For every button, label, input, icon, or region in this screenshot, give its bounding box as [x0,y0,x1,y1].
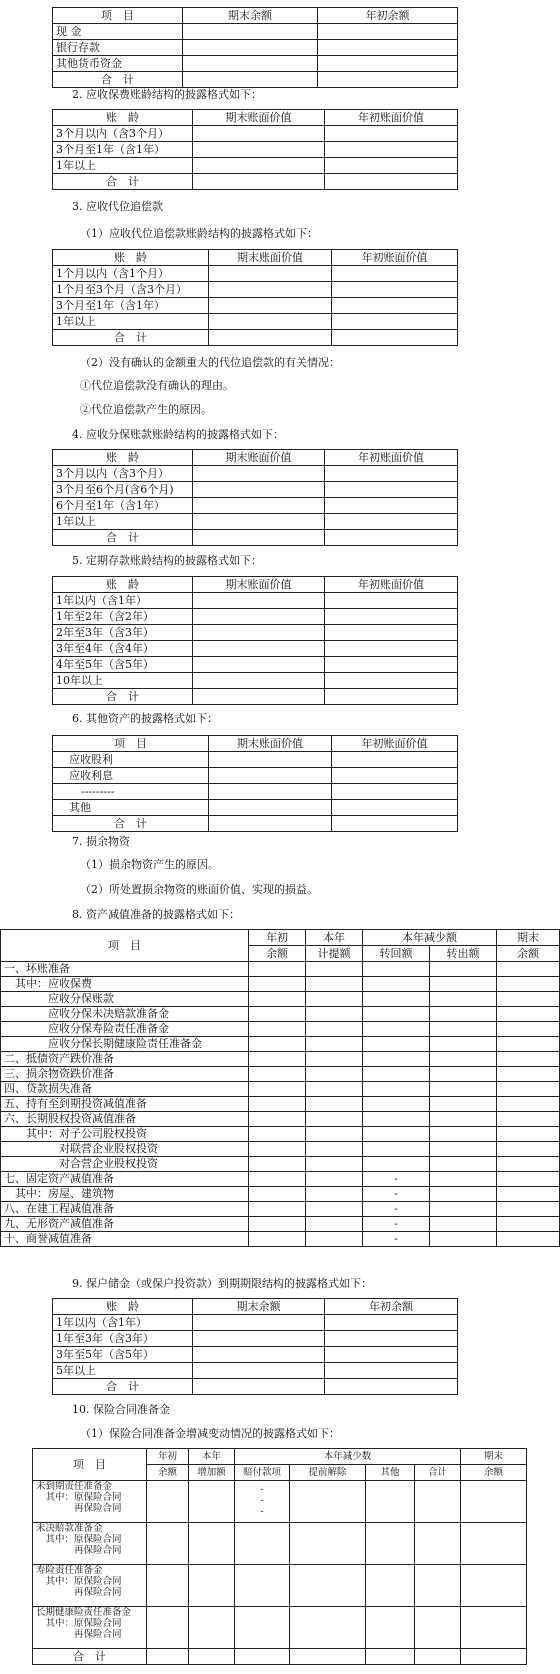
row-label: 六、长期股权投资减值准备 [1,1112,249,1127]
sub-heading-10-1: （1）保险合同准备金增减变动情况的披露格式如下： [80,1427,340,1440]
row-label: 1年至3年（含3年） [53,1331,193,1347]
row-label: 三、损余物资跌价准备 [1,1067,249,1082]
table-header: 本年减少数 [235,1449,461,1465]
dash-mark [363,1052,430,1067]
table-row [1,1202,560,1217]
table-row [1,1052,560,1067]
row-label: 应收股利 [53,752,209,768]
table-header: 年初余额 [318,8,458,24]
table-header: 期末账面价值 [193,577,325,593]
table-header: 项 目 [53,8,183,24]
table-header: 年初账面价值 [325,577,458,593]
row-label-sub2: 再保险合同 [36,1503,122,1514]
table-header: 项 目 [33,1449,147,1481]
row-label: 其他 [53,800,209,816]
table-header: 账 龄 [53,450,193,466]
dash-mark: - [363,1217,430,1232]
table-header: 余额 [147,1465,189,1481]
dash-mark [363,977,430,992]
row-label: 二、抵债资产跌价准备 [1,1052,249,1067]
sub-heading-3-2: （2）没有确认的金额重大的代位追偿款的有关情况： [80,356,340,369]
section-heading-7: 7. 损余物资 [72,835,130,848]
subrogation-aging-table [52,249,457,346]
total-label: 合 计 [53,330,209,346]
row-label: 应收分保账款 [1,992,249,1007]
table-header: 其他 [366,1465,415,1481]
row-label: 其中：对子公司股权投资 [1,1127,249,1142]
table-header: 转回额 [363,946,430,962]
table-header: 本年减少额 [363,930,497,946]
total-label: 合 计 [53,530,193,546]
table-header: 赔付款项 [235,1465,290,1481]
total-label: 合 计 [53,72,183,88]
row-label-group [33,1565,147,1607]
section-heading-10: 10. 保险合同准备金 [72,1403,170,1416]
row-label: 七、固定资产减值准备 [1,1172,249,1187]
dash-mark: - [260,1495,264,1506]
table-row [1,1127,560,1142]
row-label: 一、坏账准备 [1,962,249,977]
row-label-group [33,1607,147,1649]
table-row [1,1097,560,1112]
item-3-2-2: ②代位追偿款产生的原因。 [80,403,212,416]
row-label: 1年以内（含1年） [53,593,193,609]
dash-mark [363,992,430,1007]
row-label-sub1: 其中：原保险合同 [36,1576,122,1587]
section-heading-5: 5. 定期存款账龄结构的披露格式如下： [72,554,262,567]
row-label: 应收分保未决赔款准备金 [1,1007,249,1022]
row-label-sub1: 其中：原保险合同 [36,1492,122,1503]
table-header: 期末 [461,1449,527,1465]
dash-mark [363,1067,430,1082]
row-label: 5年以上 [53,1363,193,1379]
table-header: 转出额 [430,946,497,962]
row-label-group [33,1481,147,1523]
reinsurance-aging-table [52,449,457,546]
row-label: 其中：房屋、建筑物 [1,1187,249,1202]
table-row [1,1232,560,1247]
row-label: 对合营企业股权投资 [1,1157,249,1172]
section-heading-4: 4. 应收分保账款账龄结构的披露格式如下： [72,428,284,441]
table-header: 本年 [306,930,363,946]
table-header: 期末账面价值 [209,250,332,266]
row-label: 应收利息 [53,768,209,784]
table-header: 期末账面价值 [209,736,332,752]
deposit-maturity-table [52,1298,457,1395]
row-label: 八、在建工程减值准备 [1,1202,249,1217]
row-label: 十、商誉减值准备 [1,1232,249,1247]
row-label: 1个月以内（含1个月） [53,266,209,282]
table-header: 年初余额 [325,1299,458,1315]
table-header: 余额 [497,946,560,962]
table-header: 期末余额 [193,1299,325,1315]
row-label: 1个月至3个月（含3个月） [53,282,209,298]
total-label: 合 计 [33,1649,147,1665]
row-label: 1年以上 [53,314,209,330]
row-label: 九、无形资产减值准备 [1,1217,249,1232]
table-row [33,1607,527,1649]
row-label: 应收分保寿险责任准备金 [1,1022,249,1037]
table-header: 增加额 [189,1465,235,1481]
table-header: 合计 [415,1465,461,1481]
row-label: 3年至5年（含5年） [53,1347,193,1363]
row-label-title: 寿险责任准备金 [36,1565,103,1576]
table-row [1,1157,560,1172]
row-label: 其中：应收保费 [1,977,249,992]
table-row [33,1565,527,1607]
dash-mark: - [363,1172,430,1187]
dash-mark [363,1007,430,1022]
impairment-table [0,929,559,1247]
row-label: 3个月以内（含3个月） [53,126,193,142]
item-7-2: （2）所处置损余物资的账面价值、实现的损益。 [80,883,318,896]
row-label-sub1: 其中：原保险合同 [36,1534,122,1545]
table-header: 账 龄 [53,110,193,126]
row-label: 其他货币资金 [53,56,183,72]
total-label: 合 计 [53,689,193,705]
dash-mark [363,1082,430,1097]
table-header: 年初 [147,1449,189,1465]
dash-mark: - [363,1187,430,1202]
item-7-1: （1）损余物资产生的原因。 [80,858,219,871]
section-heading-9: 9. 保户储金（或保户投资款）到期期限结构的披露格式如下： [72,1277,372,1290]
row-label: 3个月以内（含3个月） [53,466,193,482]
table-header: 年初 [249,930,306,946]
total-label: 合 计 [53,1379,193,1395]
row-label: 3个月至1年（含1年） [53,298,209,314]
table-row [1,1067,560,1082]
table-header: 余额 [461,1465,527,1481]
dash-mark [363,1097,430,1112]
premium-aging-table [52,109,457,190]
dash-mark: - [260,1484,264,1495]
section-heading-6: 6. 其他资产的披露格式如下： [72,712,218,725]
row-label-sub2: 再保险合同 [36,1587,122,1598]
row-label: 对联营企业股权投资 [1,1142,249,1157]
row-label: 4年至5年（含5年） [53,657,193,673]
total-label: 合 计 [53,174,193,190]
table-row [1,1082,560,1097]
row-label: 3个月至1年（含1年） [53,142,193,158]
table-row [1,1007,560,1022]
dash-mark: - [363,1202,430,1217]
row-label-group [33,1523,147,1565]
section-heading-3: 3. 应收代位追偿款 [72,200,163,213]
row-label-title: 未决赔款准备金 [36,1523,103,1534]
table-row [1,1187,560,1202]
insurance-reserve-table [32,1448,526,1665]
row-label: 五、持有至到期投资减值准备 [1,1097,249,1112]
table-header: 计提额 [306,946,363,962]
table-row [1,1022,560,1037]
table-row [1,992,560,1007]
dash-mark [363,1037,430,1052]
row-label: 1年以内（含1年） [53,1315,193,1331]
dash-mark [363,1142,430,1157]
table-row [1,962,560,977]
table-header: 期末 [497,930,560,946]
row-label: 应收分保长期健康险责任准备金 [1,1037,249,1052]
table-header: 账 龄 [53,250,209,266]
table-header: 年初账面价值 [325,450,458,466]
row-label: 3年至4年（含4年） [53,641,193,657]
table-row [1,1172,560,1187]
table-row [33,1481,527,1523]
sub-heading-3-1: （1）应收代位追偿款账龄结构的披露格式如下： [80,227,318,240]
dash-mark [363,1112,430,1127]
table-header: 余额 [249,946,306,962]
table-header: 提前解除 [290,1465,366,1481]
other-assets-table [52,735,457,832]
table-header: 项 目 [1,930,249,962]
section-heading-2: 2. 应收保费账龄结构的披露格式如下： [72,88,262,101]
row-label: 四、贷款损失准备 [1,1082,249,1097]
dash-mark: - [363,1232,430,1247]
table-header: 期末账面价值 [193,110,325,126]
table-header: 账 龄 [53,1299,193,1315]
dash-mark [363,1157,430,1172]
table-header: 期末账面价值 [193,450,325,466]
table-row [1,1217,560,1232]
row-label: 10年以上 [53,673,193,689]
table-header: 项 目 [53,736,209,752]
row-label: 1年至2年（含2年） [53,609,193,625]
table-row [1,1142,560,1157]
table-row [1,977,560,992]
table-header: 年初账面价值 [325,110,458,126]
table-header: 年初账面价值 [332,736,458,752]
table-row [33,1523,527,1565]
row-label: 6个月至1年（含1年） [53,498,193,514]
table-header: 账 龄 [53,577,193,593]
row-label: 1年以上 [53,158,193,174]
table-header: 期末余额 [183,8,318,24]
dash-mark [363,1127,430,1142]
table-row [1,1112,560,1127]
row-label: --------- [53,784,209,800]
row-label: 银行存款 [53,40,183,56]
row-label-title: 长期健康险责任准备金 [36,1607,132,1618]
table-row [1,1037,560,1052]
row-label-sub2: 再保险合同 [36,1629,122,1640]
row-label: 现 金 [53,24,183,40]
table-header: 本年 [189,1449,235,1465]
section-heading-8: 8. 资产减值准备的披露格式如下： [72,908,240,921]
dash-mark: - [260,1506,264,1517]
dash-mark [363,962,430,977]
row-label-sub2: 再保险合同 [36,1545,122,1556]
table-row-total [33,1649,527,1665]
row-label-title: 未到期责任准备金 [36,1481,113,1492]
row-label: 2年至3年（含3年） [53,625,193,641]
deposit-aging-table [52,576,457,705]
table-header: 年初账面价值 [332,250,458,266]
item-3-2-1: ①代位追偿款没有确认的理由。 [80,379,234,392]
row-label: 1年以上 [53,514,193,530]
total-label: 合 计 [53,816,209,832]
row-label-sub1: 其中：原保险合同 [36,1618,122,1629]
dash-mark [363,1022,430,1037]
row-label: 3个月至6个月(含6个月) [53,482,193,498]
cash-table [52,7,457,88]
